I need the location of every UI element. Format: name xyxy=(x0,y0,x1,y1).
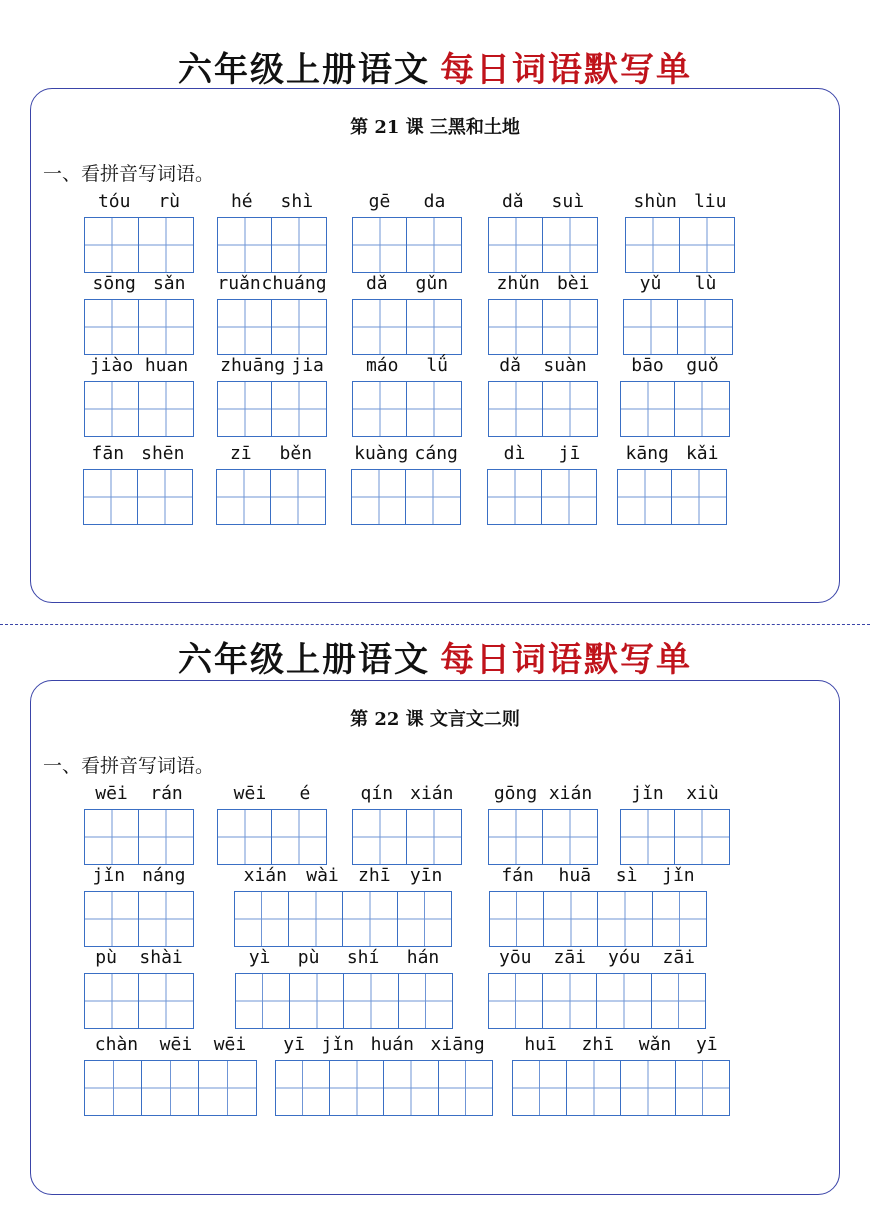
title-dictation-sheet: 每日词语默写单 xyxy=(440,640,692,680)
pinyin-line xyxy=(217,355,327,376)
word-group xyxy=(216,443,326,525)
writing-cell[interactable] xyxy=(138,299,194,355)
tianzige-grid xyxy=(620,809,730,865)
pinyin-syllable: dì xyxy=(503,443,526,464)
pinyin-syllable: yóu xyxy=(607,947,641,968)
pinyin-line xyxy=(617,443,727,464)
word-group xyxy=(217,191,327,273)
writing-cell[interactable] xyxy=(406,809,462,865)
pinyin-syllable: guǒ xyxy=(686,355,719,376)
writing-cell[interactable] xyxy=(488,217,544,273)
pinyin-line xyxy=(352,783,462,804)
pinyin-syllable: liu xyxy=(693,191,727,212)
word-group xyxy=(512,1034,730,1116)
pinyin-line xyxy=(488,191,598,212)
pinyin-syllable: jǐn xyxy=(631,783,664,804)
word-group xyxy=(84,1034,257,1116)
writing-cell[interactable] xyxy=(543,891,598,947)
word-group xyxy=(488,947,706,1029)
pinyin-syllable: yì xyxy=(248,947,271,968)
pinyin-syllable: zhuāng xyxy=(220,355,286,376)
lesson-title: 第 21 课 三黑和土地 xyxy=(350,117,520,138)
writing-cell[interactable] xyxy=(84,299,140,355)
pinyin-syllable: xián xyxy=(548,783,593,804)
writing-cell[interactable] xyxy=(270,469,326,525)
pinyin-syllable: jī xyxy=(558,443,581,464)
lesson-title: 第 22 课 文言文二则 xyxy=(350,709,520,730)
writing-cell[interactable] xyxy=(84,381,140,437)
writing-cell[interactable] xyxy=(438,1060,493,1116)
pinyin-syllable: xiāng xyxy=(430,1034,485,1055)
writing-cell[interactable] xyxy=(198,1060,257,1116)
pinyin-syllable: sōng xyxy=(92,273,136,294)
pinyin-syllable: bèi xyxy=(556,273,590,294)
pinyin-syllable: rán xyxy=(150,783,183,804)
pinyin-line xyxy=(352,273,462,294)
writing-cell[interactable] xyxy=(271,381,327,437)
writing-cell[interactable] xyxy=(398,973,453,1029)
word-group xyxy=(488,191,598,273)
writing-cell[interactable] xyxy=(596,973,651,1029)
pinyin-line xyxy=(623,273,733,294)
word-group xyxy=(84,355,194,437)
pinyin-syllable: fān xyxy=(91,443,125,464)
section-heading: 一、看拼音写词语。 xyxy=(43,163,215,185)
word-group xyxy=(352,191,462,273)
pinyin-syllable: dǎ xyxy=(365,273,388,294)
writing-cell[interactable] xyxy=(679,217,735,273)
pinyin-line xyxy=(620,783,730,804)
writing-cell[interactable] xyxy=(138,809,194,865)
word-group xyxy=(488,273,598,355)
pinyin-syllable: huan xyxy=(144,355,189,376)
writing-cell[interactable] xyxy=(84,809,140,865)
word-group xyxy=(620,355,730,437)
pinyin-syllable: hán xyxy=(406,947,440,968)
writing-cell[interactable] xyxy=(488,809,544,865)
pinyin-syllable: zhī xyxy=(581,1034,615,1055)
writing-cell[interactable] xyxy=(138,217,194,273)
pinyin-syllable: zāi xyxy=(662,947,695,968)
writing-cell[interactable] xyxy=(138,381,194,437)
pinyin-syllable: yīn xyxy=(409,865,443,886)
pinyin-syllable: jiào xyxy=(89,355,134,376)
pinyin-syllable: sì xyxy=(615,865,638,886)
writing-cell[interactable] xyxy=(271,809,327,865)
writing-cell[interactable] xyxy=(542,809,598,865)
pinyin-syllable: wēi xyxy=(213,1034,247,1055)
tianzige-grid xyxy=(84,809,194,865)
word-group xyxy=(488,783,598,865)
writing-cell[interactable] xyxy=(271,299,327,355)
pinyin-line xyxy=(351,443,461,464)
section-heading: 一、看拼音写词语。 xyxy=(43,755,215,777)
tianzige-grid xyxy=(623,299,733,355)
word-group xyxy=(84,783,194,865)
pinyin-line xyxy=(84,947,194,968)
writing-cell[interactable] xyxy=(652,891,707,947)
writing-cell[interactable] xyxy=(352,381,408,437)
word-group xyxy=(487,443,597,525)
word-group xyxy=(217,355,327,437)
pinyin-syllable: huán xyxy=(370,1034,414,1055)
pinyin-syllable: zāi xyxy=(553,947,586,968)
pinyin-syllable: wēi xyxy=(95,783,128,804)
writing-cell[interactable] xyxy=(351,469,407,525)
pinyin-syllable: xián xyxy=(243,865,287,886)
writing-cell[interactable] xyxy=(488,973,543,1029)
tianzige-grid xyxy=(84,1060,257,1116)
word-group xyxy=(217,273,327,355)
pinyin-syllable: dǎ xyxy=(499,355,521,376)
tianzige-grid xyxy=(84,381,194,437)
writing-cell[interactable] xyxy=(620,809,676,865)
worksheet-2-panel xyxy=(30,680,840,1195)
pinyin-line xyxy=(352,191,462,212)
pinyin-syllable: fán xyxy=(501,865,534,886)
tianzige-grid xyxy=(488,381,598,437)
word-group xyxy=(352,783,462,865)
writing-cell[interactable] xyxy=(271,217,327,273)
writing-cell[interactable] xyxy=(488,381,544,437)
writing-cell[interactable] xyxy=(352,809,408,865)
tianzige-grid xyxy=(216,469,326,525)
pinyin-line xyxy=(84,1034,257,1055)
pinyin-syllable: lǘ xyxy=(426,355,449,376)
pinyin-line xyxy=(487,443,597,464)
writing-cell[interactable] xyxy=(651,973,706,1029)
pinyin-syllable: da xyxy=(423,191,446,212)
pinyin-syllable: yī xyxy=(283,1034,305,1055)
tianzige-grid xyxy=(489,891,707,947)
tianzige-grid xyxy=(488,973,706,1029)
pinyin-syllable: huā xyxy=(558,865,592,886)
writing-cell[interactable] xyxy=(617,469,673,525)
tianzige-grid xyxy=(217,299,327,355)
writing-cell[interactable] xyxy=(234,891,289,947)
pinyin-syllable: huī xyxy=(524,1034,557,1055)
pinyin-line xyxy=(84,783,194,804)
pinyin-line xyxy=(235,947,453,968)
pinyin-syllable: yī xyxy=(695,1034,718,1055)
writing-cell[interactable] xyxy=(138,891,194,947)
pinyin-syllable: náng xyxy=(142,865,186,886)
pinyin-line xyxy=(84,355,194,376)
pinyin-line xyxy=(217,783,327,804)
pinyin-line xyxy=(488,947,706,968)
tianzige-grid xyxy=(352,381,462,437)
pinyin-syllable: shài xyxy=(139,947,183,968)
pinyin-syllable: jia xyxy=(291,355,324,376)
pinyin-syllable: hé xyxy=(230,191,253,212)
title-dictation-sheet: 每日词语默写单 xyxy=(440,50,692,90)
writing-cell[interactable] xyxy=(620,381,676,437)
writing-cell[interactable] xyxy=(623,299,679,355)
tianzige-grid xyxy=(352,217,462,273)
writing-cell[interactable] xyxy=(542,381,598,437)
writing-cell[interactable] xyxy=(487,469,543,525)
writing-cell[interactable] xyxy=(566,1060,621,1116)
writing-cell[interactable] xyxy=(83,469,139,525)
pinyin-syllable: pù xyxy=(297,947,320,968)
pinyin-syllable: xián xyxy=(410,783,454,804)
tianzige-grid xyxy=(487,469,597,525)
writing-cell[interactable] xyxy=(329,1060,384,1116)
pinyin-syllable: wēi xyxy=(233,783,267,804)
writing-cell[interactable] xyxy=(488,299,544,355)
tianzige-grid xyxy=(234,891,452,947)
pinyin-syllable: shēn xyxy=(141,443,185,464)
word-group xyxy=(488,355,598,437)
word-group xyxy=(351,443,461,525)
writing-cell[interactable] xyxy=(405,469,461,525)
tianzige-grid xyxy=(625,217,735,273)
writing-cell[interactable] xyxy=(235,973,290,1029)
pinyin-syllable: jǐn xyxy=(321,1034,355,1055)
tianzige-grid xyxy=(617,469,727,525)
pinyin-syllable: wǎn xyxy=(638,1034,672,1055)
pinyin-line xyxy=(488,355,598,376)
writing-cell[interactable] xyxy=(217,217,273,273)
tianzige-grid xyxy=(488,217,598,273)
pinyin-syllable: wēi xyxy=(159,1034,193,1055)
writing-cell[interactable] xyxy=(352,299,408,355)
writing-cell[interactable] xyxy=(406,381,462,437)
pinyin-syllable: kǎi xyxy=(685,443,719,464)
pinyin-line xyxy=(84,273,194,294)
tianzige-grid xyxy=(275,1060,493,1116)
pinyin-syllable: máo xyxy=(365,355,399,376)
writing-cell[interactable] xyxy=(216,469,272,525)
pinyin-syllable: jǐn xyxy=(92,865,126,886)
tianzige-grid xyxy=(512,1060,730,1116)
word-group xyxy=(235,947,453,1029)
writing-cell[interactable] xyxy=(383,1060,438,1116)
writing-cell[interactable] xyxy=(275,1060,330,1116)
writing-cell[interactable] xyxy=(141,1060,200,1116)
cut-line-divider xyxy=(0,624,870,625)
pinyin-syllable: kāng xyxy=(625,443,669,464)
tianzige-grid xyxy=(217,217,327,273)
writing-cell[interactable] xyxy=(674,381,730,437)
pinyin-line xyxy=(512,1034,730,1055)
word-group xyxy=(83,443,193,525)
tianzige-grid xyxy=(488,809,598,865)
pinyin-syllable: gē xyxy=(368,191,391,212)
pinyin-line xyxy=(620,355,730,376)
pinyin-syllable: wài xyxy=(306,865,339,886)
word-group xyxy=(617,443,727,525)
pinyin-syllable: tóu xyxy=(97,191,131,212)
tianzige-grid xyxy=(620,381,730,437)
tianzige-grid xyxy=(217,381,327,437)
writing-cell[interactable] xyxy=(217,809,273,865)
writing-cell[interactable] xyxy=(512,1060,567,1116)
pinyin-syllable: chuáng xyxy=(261,273,327,294)
pinyin-line xyxy=(84,191,194,212)
pinyin-syllable: běn xyxy=(279,443,313,464)
word-group xyxy=(217,783,327,865)
pinyin-syllable: yǔ xyxy=(639,273,662,294)
writing-cell[interactable] xyxy=(352,217,408,273)
pinyin-syllable: ruǎn xyxy=(217,273,261,294)
pinyin-line xyxy=(217,191,327,212)
pinyin-line xyxy=(488,273,598,294)
writing-cell[interactable] xyxy=(541,469,597,525)
pinyin-syllable: zhǔn xyxy=(496,273,540,294)
pinyin-syllable: zī xyxy=(229,443,252,464)
word-group xyxy=(620,783,730,865)
pinyin-syllable: sǎn xyxy=(152,273,186,294)
pinyin-syllable: shì xyxy=(280,191,314,212)
writing-cell[interactable] xyxy=(620,1060,675,1116)
tianzige-grid xyxy=(217,809,327,865)
pinyin-line xyxy=(216,443,326,464)
pinyin-syllable: gōng xyxy=(493,783,538,804)
writing-cell[interactable] xyxy=(406,299,462,355)
word-group xyxy=(84,865,194,947)
writing-cell[interactable] xyxy=(288,891,343,947)
pinyin-syllable: chàn xyxy=(94,1034,139,1055)
writing-cell[interactable] xyxy=(217,381,273,437)
tianzige-grid xyxy=(84,299,194,355)
pinyin-syllable: kuàng xyxy=(354,443,409,464)
pinyin-syllable: zhī xyxy=(358,865,391,886)
pinyin-syllable: suì xyxy=(551,191,585,212)
writing-cell[interactable] xyxy=(542,973,597,1029)
pinyin-syllable: cáng xyxy=(414,443,458,464)
tianzige-grid xyxy=(83,469,193,525)
word-group xyxy=(352,355,462,437)
pinyin-syllable: rù xyxy=(158,191,181,212)
writing-cell[interactable] xyxy=(677,299,733,355)
writing-cell[interactable] xyxy=(597,891,652,947)
pinyin-syllable: dǎ xyxy=(501,191,524,212)
pinyin-syllable: qín xyxy=(360,783,394,804)
writing-cell[interactable] xyxy=(84,217,140,273)
word-group xyxy=(352,273,462,355)
word-group xyxy=(623,273,733,355)
pinyin-syllable: shí xyxy=(346,947,380,968)
pinyin-line xyxy=(217,273,327,294)
pinyin-syllable: lù xyxy=(694,273,717,294)
writing-cell[interactable] xyxy=(542,299,598,355)
pinyin-syllable: é xyxy=(299,783,311,804)
writing-cell[interactable] xyxy=(671,469,727,525)
pinyin-syllable: shùn xyxy=(633,191,677,212)
writing-cell[interactable] xyxy=(343,973,398,1029)
word-group xyxy=(234,865,452,947)
tianzige-grid xyxy=(84,891,194,947)
word-group xyxy=(84,191,194,273)
worksheet-1-panel xyxy=(30,88,840,603)
pinyin-line xyxy=(83,443,193,464)
pinyin-line xyxy=(84,865,194,886)
writing-cell[interactable] xyxy=(137,469,193,525)
pinyin-syllable: jǐn xyxy=(662,865,695,886)
pinyin-syllable: gǔn xyxy=(415,273,449,294)
writing-cell[interactable] xyxy=(625,217,681,273)
tianzige-grid xyxy=(352,299,462,355)
pinyin-line xyxy=(488,783,598,804)
writing-cell[interactable] xyxy=(84,891,140,947)
writing-cell[interactable] xyxy=(489,891,544,947)
writing-cell[interactable] xyxy=(217,299,273,355)
title-grade: 六年级上册语文 xyxy=(178,50,430,90)
pinyin-syllable: bāo xyxy=(631,355,664,376)
writing-cell[interactable] xyxy=(84,1060,143,1116)
tianzige-grid xyxy=(352,809,462,865)
tianzige-grid xyxy=(84,973,194,1029)
tianzige-grid xyxy=(488,299,598,355)
pinyin-syllable: xiù xyxy=(686,783,719,804)
writing-cell[interactable] xyxy=(138,973,194,1029)
writing-cell[interactable] xyxy=(542,217,598,273)
writing-cell[interactable] xyxy=(84,973,140,1029)
pinyin-line xyxy=(275,1034,493,1055)
pinyin-syllable: suàn xyxy=(543,355,587,376)
tianzige-grid xyxy=(84,217,194,273)
pinyin-line xyxy=(489,865,707,886)
writing-cell[interactable] xyxy=(406,217,462,273)
word-group xyxy=(84,947,194,1029)
tianzige-grid xyxy=(351,469,461,525)
word-group xyxy=(275,1034,493,1116)
word-group xyxy=(489,865,707,947)
title-grade: 六年级上册语文 xyxy=(178,640,430,680)
pinyin-line xyxy=(625,191,735,212)
word-group xyxy=(625,191,735,273)
pinyin-line xyxy=(352,355,462,376)
word-group xyxy=(84,273,194,355)
writing-cell[interactable] xyxy=(342,891,397,947)
pinyin-line xyxy=(234,865,452,886)
pinyin-syllable: pù xyxy=(95,947,117,968)
writing-cell[interactable] xyxy=(675,1060,730,1116)
tianzige-grid xyxy=(235,973,453,1029)
pinyin-syllable: yōu xyxy=(498,947,532,968)
writing-cell[interactable] xyxy=(289,973,344,1029)
writing-cell[interactable] xyxy=(674,809,730,865)
writing-cell[interactable] xyxy=(397,891,452,947)
worksheet-2-title xyxy=(0,632,870,681)
worksheet-1-title xyxy=(0,42,870,91)
